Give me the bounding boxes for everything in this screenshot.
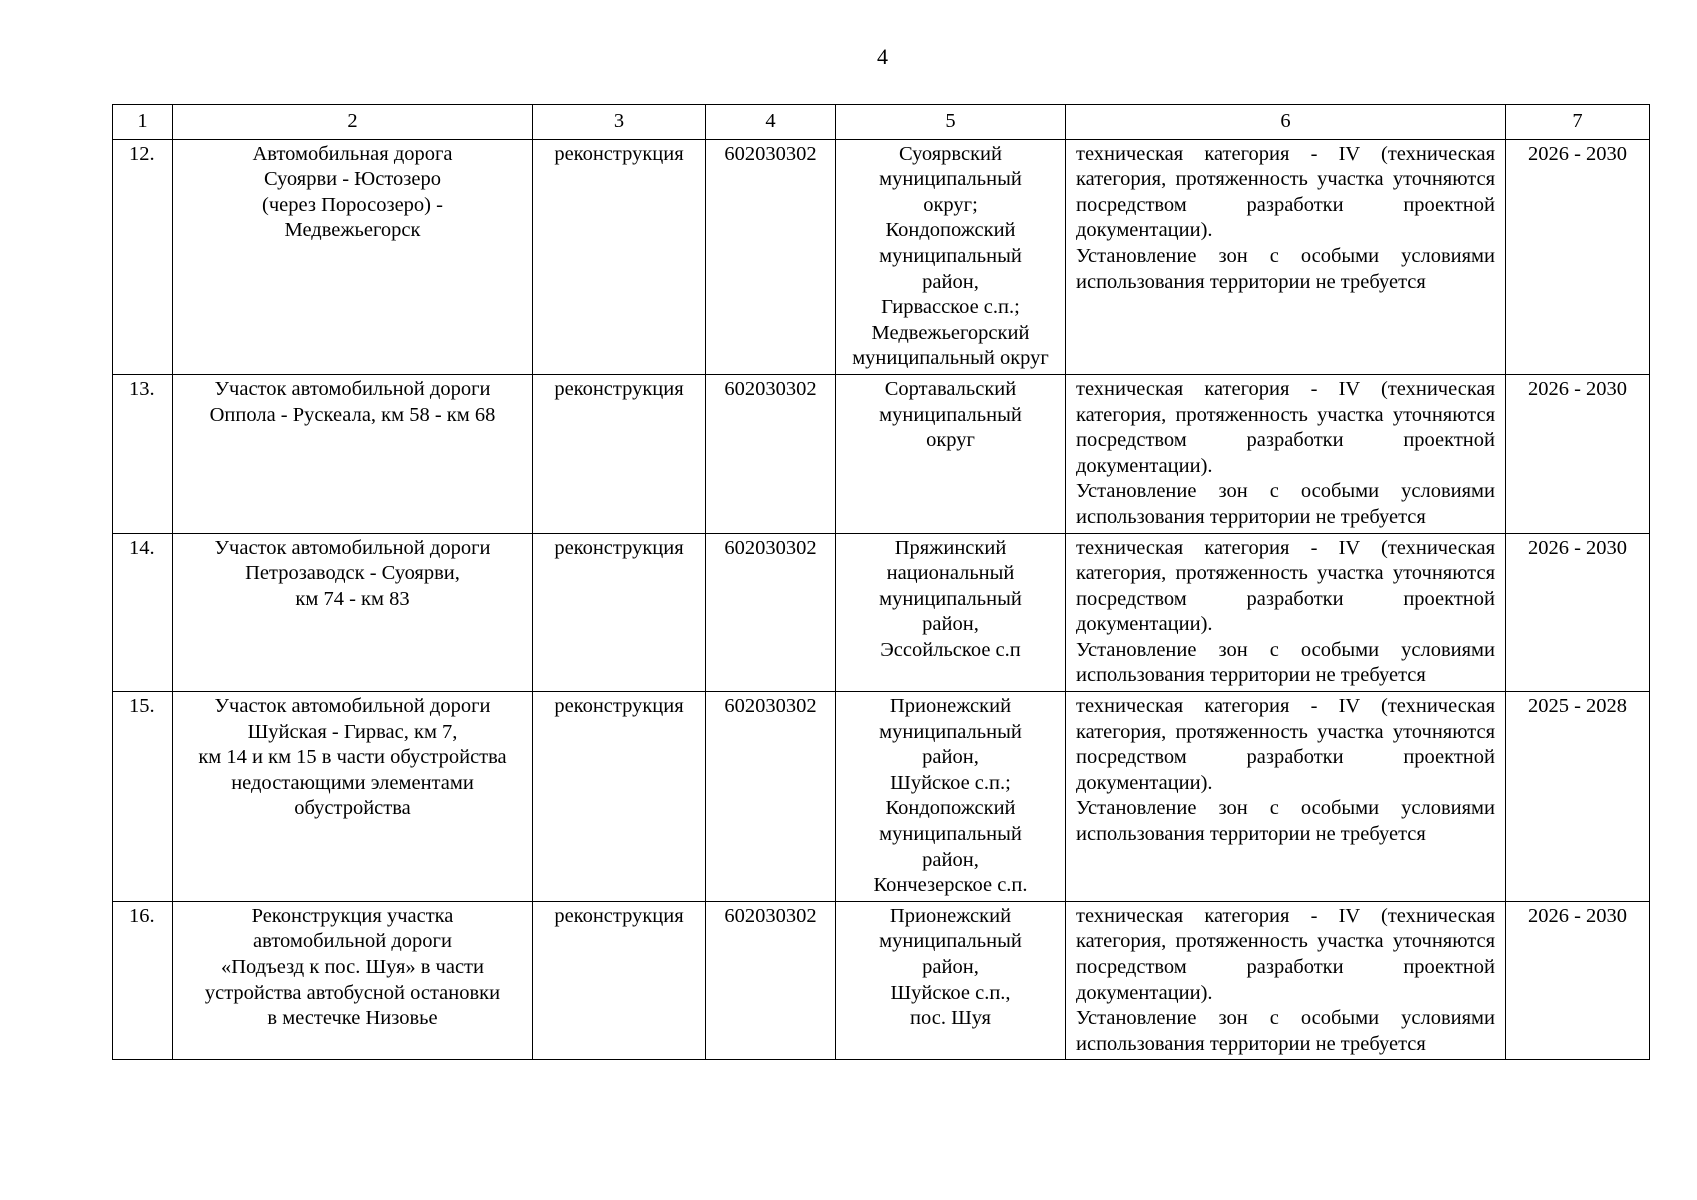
row-number-cell: 16.: [113, 901, 173, 1060]
municipality-line: муниципальный: [879, 587, 1022, 610]
row-number-cell: 15.: [113, 692, 173, 902]
code-cell: 602030302: [706, 374, 836, 533]
object-name-cell: [173, 374, 533, 533]
table-row: [113, 692, 1650, 902]
code-cell: 602030302: [706, 692, 836, 902]
description-zones: Установление зон с особыми условиями использования территории не требуется: [1076, 1007, 1495, 1055]
municipality-cell: [836, 901, 1066, 1060]
work-type-cell: реконструкция: [533, 139, 706, 374]
description-category: техническая категория - IV (техническая категория, протяженность участка уточняются посредством разработки проектной документации).: [1076, 377, 1495, 477]
object-name-line: «Подъезд к пос. Шуя» в части: [220, 956, 484, 978]
period-cell: 2026 - 2030: [1506, 533, 1650, 692]
municipality-line: район,: [922, 848, 979, 871]
municipality-line: Эссойльское с.п: [880, 638, 1021, 661]
object-name-cell: [173, 901, 533, 1060]
municipality-line: муниципальный: [879, 168, 1022, 191]
object-name-cell: [173, 139, 533, 374]
municipality-cell: [836, 139, 1066, 374]
description-category: техническая категория - IV (техническая категория, протяженность участка уточняются посредством разработки проектной документации).: [1076, 142, 1495, 242]
municipality-line: Гирвасское с.п.;: [881, 296, 1020, 319]
object-name-line: Автомобильная дорога: [252, 142, 453, 165]
municipality-line: Прионежский: [889, 695, 1012, 718]
municipality-line: район,: [922, 270, 979, 293]
header-cell: 5: [836, 105, 1066, 140]
municipality-line: муниципальный: [879, 930, 1022, 953]
period-cell: 2025 - 2028: [1506, 692, 1650, 902]
municipality-line: национальный: [886, 562, 1015, 585]
object-name-line: Петрозаводск - Суоярви,: [245, 562, 460, 585]
description-category: техническая категория - IV (техническая категория, протяженность участка уточняются посредством разработки проектной документации).: [1076, 536, 1495, 636]
municipality-line: муниципальный: [879, 244, 1022, 267]
header-cell: 7: [1506, 105, 1650, 140]
object-name-line: Оппола - Рускеала, км 58 - км 68: [209, 403, 496, 426]
header-cell: 3: [533, 105, 706, 140]
row-number-cell: 14.: [113, 533, 173, 692]
page-number: 4: [877, 44, 888, 69]
municipality-line: Сортавальский: [884, 377, 1017, 400]
municipality-line: муниципальный: [879, 720, 1022, 743]
description-cell: [1066, 692, 1506, 902]
projects-table: [112, 104, 1650, 1060]
municipality-line: муниципальный округ: [852, 347, 1049, 370]
municipality-line: Шуйское с.п.,: [890, 981, 1011, 1004]
municipality-line: Шуйское с.п.;: [890, 771, 1011, 794]
municipality-line: район,: [922, 956, 979, 978]
municipality-line: Кончезерское с.п.: [873, 874, 1028, 897]
table-row: [113, 139, 1650, 374]
table-row: [113, 901, 1650, 1060]
work-type-cell: реконструкция: [533, 901, 706, 1060]
object-name-line: Шуйская - Гирвас, км 7,: [247, 720, 458, 743]
description-cell: [1066, 533, 1506, 692]
municipality-line: район,: [922, 746, 979, 769]
object-name-line: обустройства: [294, 797, 411, 820]
object-name-line: Участок автомобильной дороги: [214, 377, 491, 400]
work-type-cell: реконструкция: [533, 533, 706, 692]
header-cell: 4: [706, 105, 836, 140]
description-cell: [1066, 139, 1506, 374]
object-name-line: Участок автомобильной дороги: [214, 695, 491, 718]
object-name-cell: [173, 533, 533, 692]
object-name-line: устройства автобусной остановки: [204, 981, 501, 1004]
description-zones: Установление зон с особыми условиями использования территории не требуется: [1076, 244, 1495, 293]
municipality-line: округ;: [923, 193, 978, 216]
header-cell: 2: [173, 105, 533, 140]
description-zones: Установление зон с особыми условиями использования территории не требуется: [1076, 480, 1495, 528]
code-cell: 602030302: [706, 901, 836, 1060]
period-cell: 2026 - 2030: [1506, 139, 1650, 374]
code-cell: 602030302: [706, 139, 836, 374]
municipality-cell: [836, 533, 1066, 692]
object-name-cell: [173, 692, 533, 902]
object-name-line: Медвежьегорск: [284, 219, 421, 242]
description-zones: Установление зон с особыми условиями использования территории не требуется: [1076, 638, 1495, 687]
municipality-line: Суоярвский: [898, 142, 1002, 165]
header-cell: 1: [113, 105, 173, 140]
municipality-line: муниципальный: [879, 403, 1022, 426]
object-name-line: недостающими элементами: [231, 771, 474, 794]
description-cell: [1066, 374, 1506, 533]
row-number-cell: 13.: [113, 374, 173, 533]
work-type-cell: реконструкция: [533, 692, 706, 902]
object-name-line: (через Поросозеро) -: [262, 193, 443, 216]
table-header-row: [113, 105, 1650, 140]
object-name-line: Участок автомобильной дороги: [214, 536, 491, 559]
description-category: техническая категория - IV (техническая категория, протяженность участка уточняются посредством разработки проектной документации).: [1076, 904, 1495, 1004]
municipality-line: район,: [922, 613, 979, 636]
municipality-cell: [836, 692, 1066, 902]
description-zones: Установление зон с особыми условиями использования территории не требуется: [1076, 797, 1495, 846]
description-cell: [1066, 901, 1506, 1060]
municipality-line: Медвежьегорский: [871, 321, 1030, 344]
municipality-line: Кондопожский: [885, 219, 1016, 242]
table-row: [113, 533, 1650, 692]
municipality-line: пос. Шуя: [910, 1007, 991, 1030]
municipality-line: Кондопожский: [885, 797, 1016, 820]
municipality-line: муниципальный: [879, 823, 1022, 846]
period-cell: 2026 - 2030: [1506, 901, 1650, 1060]
row-number-cell: 12.: [113, 139, 173, 374]
description-category: техническая категория - IV (техническая категория, протяженность участка уточняются посредством разработки проектной документации).: [1076, 695, 1495, 794]
object-name-line: Суоярви - Юстозеро: [264, 168, 441, 191]
municipality-line: Прионежский: [889, 904, 1012, 927]
header-cell: 6: [1066, 105, 1506, 140]
municipality-line: округ: [926, 429, 975, 452]
object-name-line: км 74 - км 83: [295, 587, 410, 610]
table-row: [113, 374, 1650, 533]
object-name-line: Реконструкция участка: [251, 904, 454, 927]
period-cell: 2026 - 2030: [1506, 374, 1650, 533]
object-name-line: автомобильной дороги: [253, 930, 452, 953]
municipality-line: Пряжинский: [894, 536, 1007, 559]
code-cell: 602030302: [706, 533, 836, 692]
object-name-line: в местечке Низовье: [267, 1007, 438, 1030]
work-type-cell: реконструкция: [533, 374, 706, 533]
object-name-line: км 14 и км 15 в части обустройства: [198, 746, 507, 769]
municipality-cell: [836, 374, 1066, 533]
